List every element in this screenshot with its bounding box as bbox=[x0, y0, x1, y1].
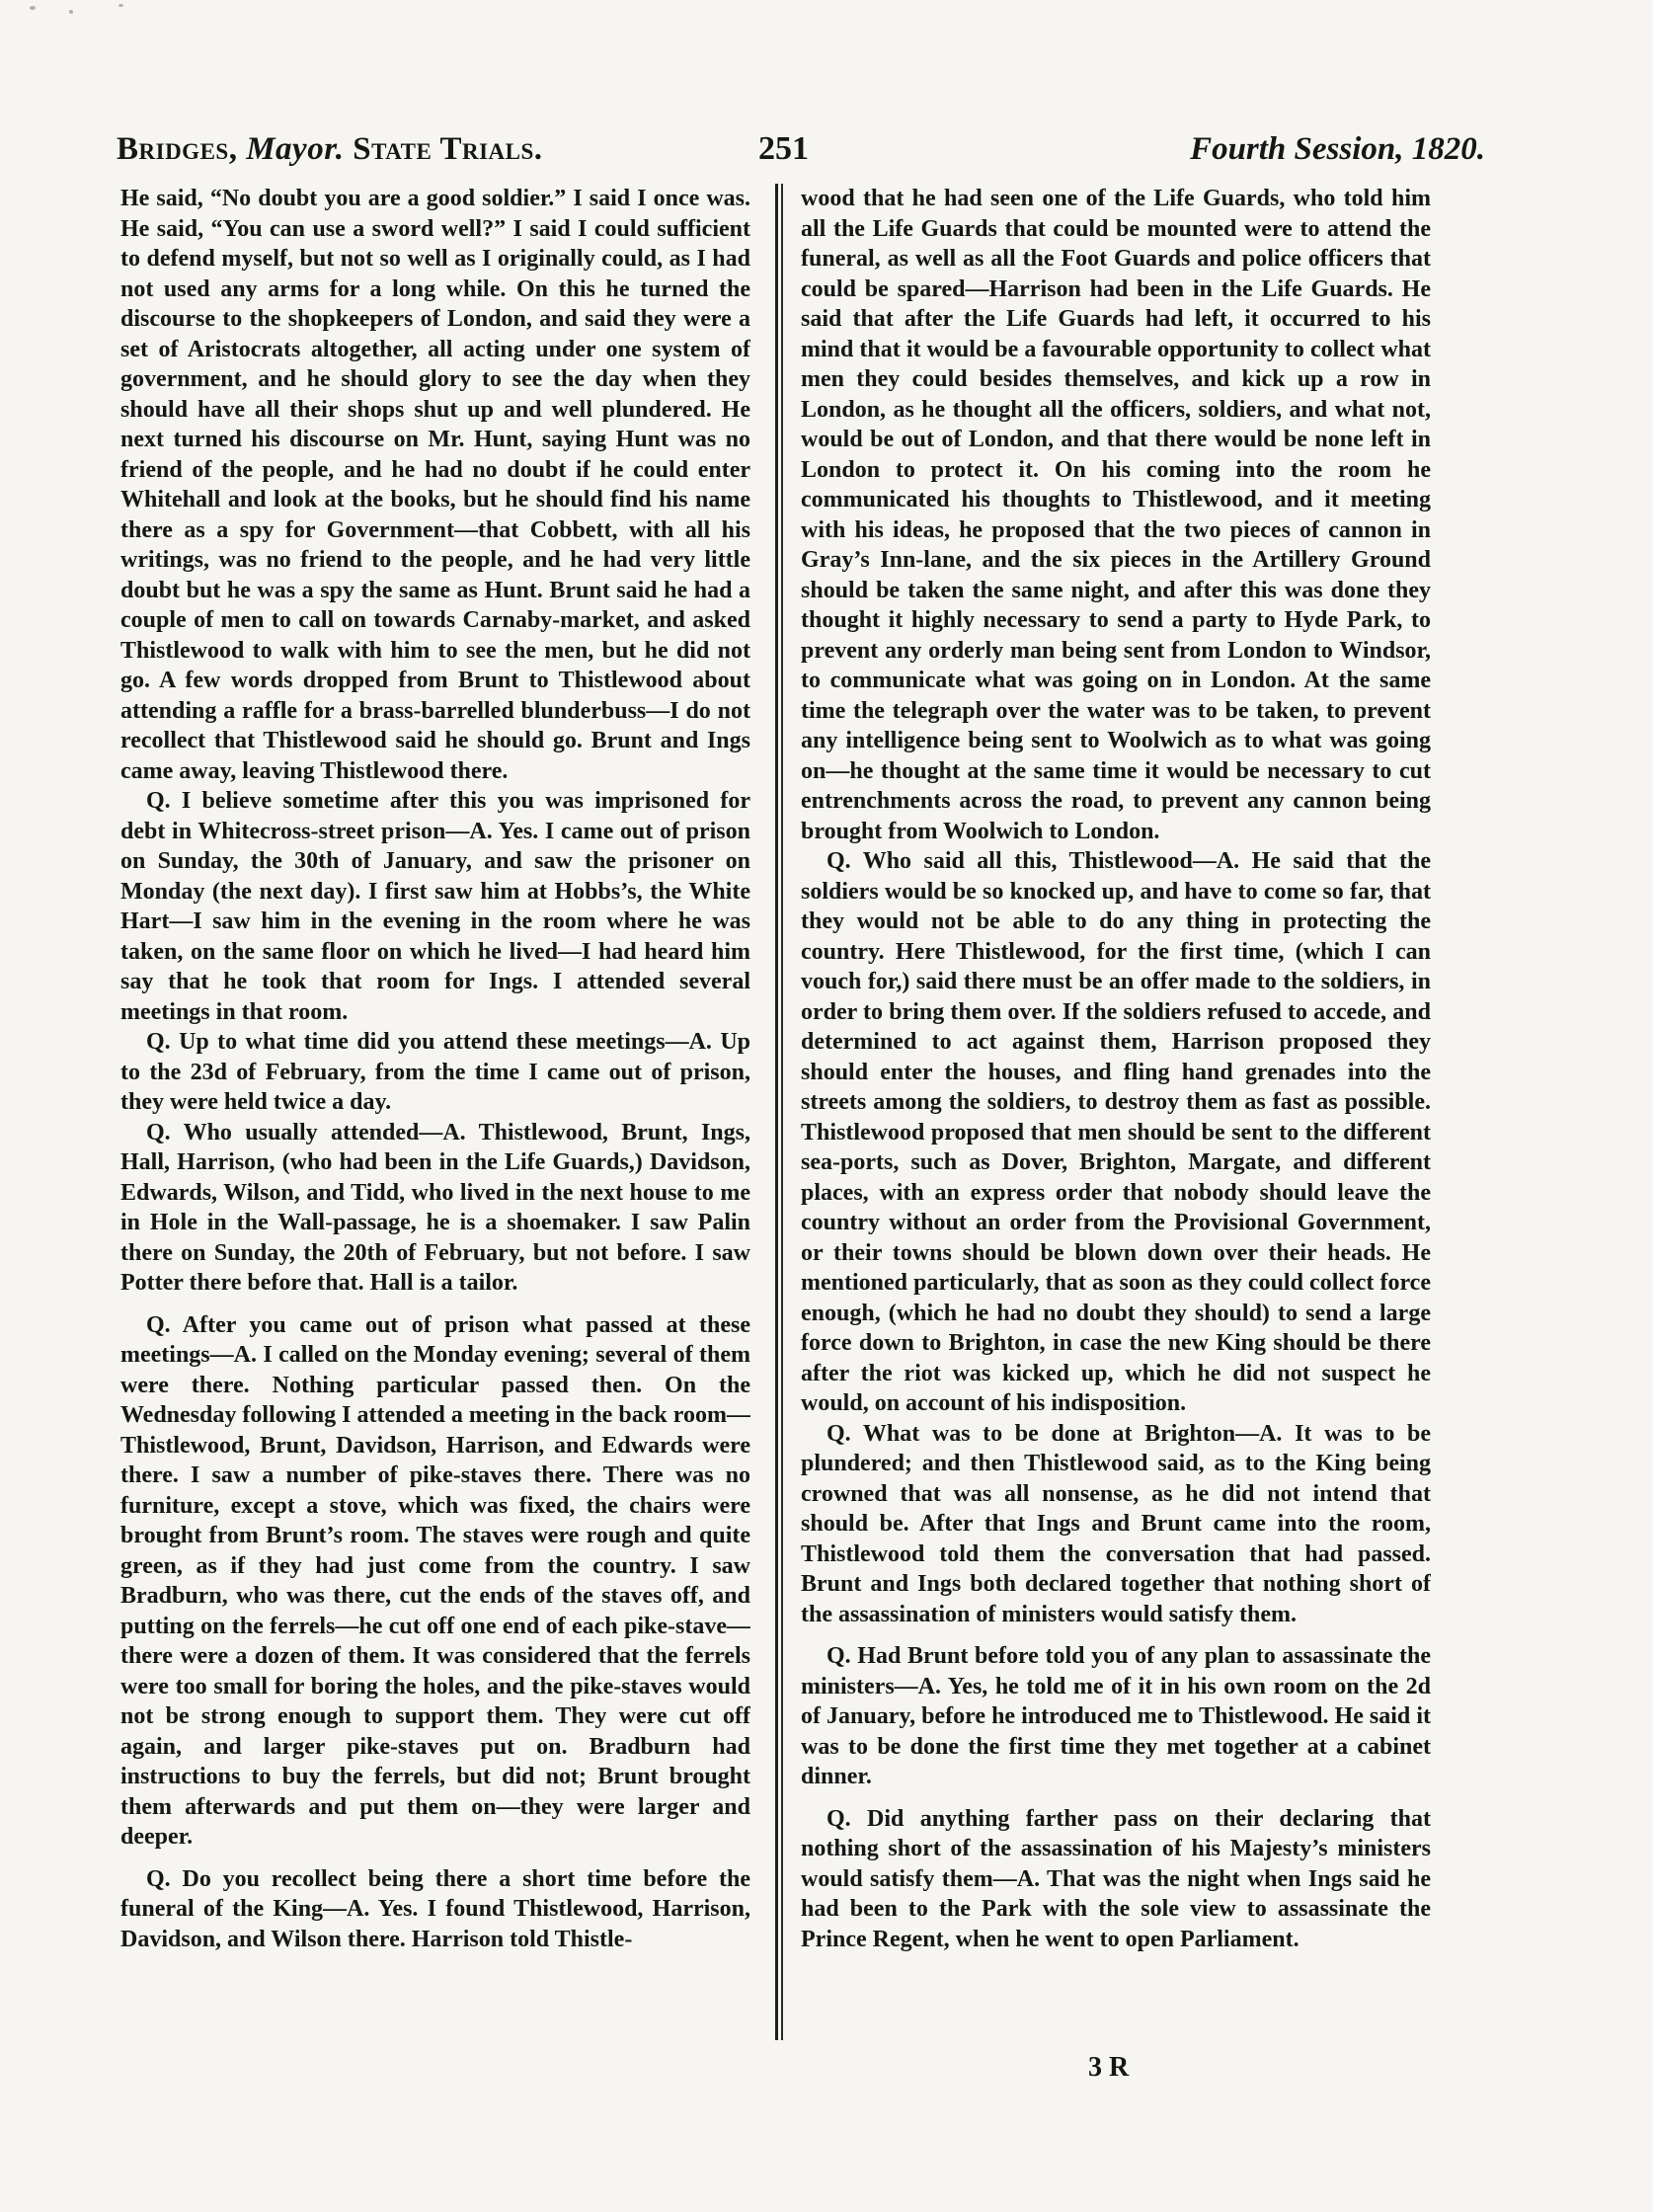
running-header bbox=[117, 124, 1485, 174]
paragraph: Q. Did anything farther pass on their declaring that nothing short of the assassination of his Majesty’s ministers would satisfy them—A. That was the night when Ings said he had been to the Park with the sole view to assassinate the Prince Regent, when he went to open Parliament. bbox=[801, 1805, 1431, 1952]
paragraph: wood that he had seen one of the Life Guards, who told him all the Life Guards that could be mounted were to attend the funeral, as well as all the Foot Guards and police officers that could be spared—Harrison had been in the Life Guards. He said that after the Life Guards had left, it occurred to his mind that it would be a favourable opportunity to collect what men they could besides themselves, and kick up a row in London, as he thought all the officers, soldiers, and what not, would be out of London, and that there would be none left in London to protect it. On his coming into the room he communicated his thoughts to Thistlewood, and it meeting with his ideas, he proposed that the two pieces of cannon in Gray’s Inn-lane, and the six pieces in the Artillery Ground should be taken the same night, and after this was done they thought it highly necessary to send a party to Hyde Park, to prevent any orderly man being sent from London to Windsor, to communicate what was going on in London. At the same time the telegraph over the water was to be taken, to prevent any intelligence being sent to Woolwich as to what was going on—he thought at the same time it would be necessary to cut entrenchments across the road, to prevent any cannon being brought from Woolwich to London. bbox=[801, 186, 1431, 844]
column-rule bbox=[775, 184, 778, 2040]
paragraph: Q. I believe sometime after this you was imprisoned for debt in Whitecross-street prison—A. Yes. I came out of prison on Sunday, the 30th of January, and saw the prisoner on Monday (the next day). I first saw him at Hobbs’s, the White Hart—I saw him in the evening in the room where he was taken, on the same floor on which he lived—I had heard him say that he took that room for Ings. I attended several meetings in that room. bbox=[120, 788, 750, 1025]
right-column bbox=[801, 184, 1431, 2040]
paragraph: Q. After you came out of prison what passed at these meetings—A. I called on the Monday evening; several of them were there. Nothing particular passed then. On the Wednesday following I attended a meeting in the back room—Thistlewood, Brunt, Davidson, Harrison, and Edwards were there. I saw a number of pike-staves there. There was no furniture, except a stove, which was fixed, the chairs were brought from Brunt’s room. The staves were rough and quite green, as if they had just come from the country. I saw Bradburn, who was there, cut the ends of the staves off, and putting on the ferrels—he cut off one end of each pike-stave—there were a dozen of them. It was considered that the ferrels were too small for boring the holes, and the pike-staves would not be strong enough to support them. They were cut off again, and larger pike-staves put on. Bradburn had instructions to buy the ferrels, but did not; Brunt brought them afterwards and put them on—they were larger and deeper. bbox=[120, 1311, 750, 1850]
paragraph: Q. Up to what time did you attend these meetings—A. Up to the 23d of February, from the time I came out of prison, they were held twice a day. bbox=[120, 1029, 750, 1115]
header-series: State Trials. bbox=[353, 131, 543, 167]
paragraph: Q. Who usually attended—A. Thistlewood, Brunt, Ings, Hall, Harrison, (who had been in the Life Guards,) Davidson, Edwards, Wilson, and Tidd, who lived in the next house to me in Hole in the Wall-passage, he is a shoemaker. I saw Palin there on Sunday, the 20th of February, but not before. I saw Potter there before that. Hall is a tailor. bbox=[120, 1119, 750, 1296]
header-left bbox=[117, 124, 543, 174]
paragraph: He said, “No doubt you are a good soldier.” I said I once was. He said, “You can use a sword well?” I said I could sufficient to defend myself, but not so well as I originally could, as I had not used any arms for a long while. On this he turned the discourse to the shopkeepers of London, and said they were a set of Aristocrats altogether, all acting under one system of government, and he should glory to see the day when they should have all their shops shut up and well plundered. He next turned his discourse on Mr. Hunt, saying Hunt was no friend of the people, and he had no doubt if he could enter Whitehall and look at the books, but he should find his name there as a spy for Government—that Cobbett, with all his writings, was no friend to the people, and he had very little doubt but he was a spy the same as Hunt. Brunt said he had a couple of men to call on towards Carnaby-market, and asked Thistlewood to walk with him to see the men, but he did not go. A few words dropped from Brunt to Thistlewood about attending a raffle for a brass-barrelled blunderbuss—I do not recollect that Thistlewood said he should go. Brunt and Ings came away, leaving Thistlewood there. bbox=[120, 186, 750, 784]
scan-speck bbox=[118, 4, 123, 7]
left-column bbox=[120, 184, 750, 2040]
header-mayor-title: Mayor. bbox=[246, 131, 345, 167]
scan-speck bbox=[30, 6, 36, 10]
column-rule bbox=[781, 184, 783, 2040]
header-session: Fourth Session, 1820. bbox=[1190, 131, 1485, 167]
paragraph: Q. Do you recollect being there a short time before the funeral of the King—A. Yes. I found Thistlewood, Harrison, Davidson, and Wilson there. Harrison told Thistle- bbox=[120, 1865, 750, 1952]
scan-speck bbox=[69, 10, 73, 14]
page-number: 251 bbox=[758, 130, 809, 167]
signature-mark: 3 R bbox=[1088, 2052, 1130, 2083]
paragraph: Q. Had Brunt before told you of any plan to assassinate the ministers—A. Yes, he told me of it in his own room on the 2d of January, before he introduced me to Thistlewood. He said it was to be done the first time they met together at a cabinet dinner. bbox=[801, 1643, 1431, 1789]
header-mayor-name: Bridges, bbox=[117, 131, 238, 167]
paragraph: Q. Who said all this, Thistlewood—A. He said that the soldiers would be so knocked up, and have to come so far, that they would not be able to do any thing in protecting the country. Here Thistlewood, for the first time, (which I can vouch for,) said there must be an offer made to the soldiers, in order to bring them over. If the soldiers refused to accede, and determined to act against them, Harrison proposed they should enter the houses, and fling hand grenades into the streets among the soldiers, to destroy them as fast as possible. Thistlewood proposed that men should be sent to the different sea-ports, such as Dover, Brighton, Margate, and different places, with an express order that nobody should leave the country without an order from the Provisional Government, or their towns should be blown down over their heads. He mentioned particularly, that as soon as they could collect force enough, (which he had no doubt they should) to send a large force down to Brighton, in case the new King should be there after the riot was kicked up, which he did not suspect he would, on account of his indisposition. bbox=[801, 848, 1431, 1416]
paragraph: Q. What was to be done at Brighton—A. It was to be plundered; and then Thistlewood said, as to the King being crowned that was all nonsense, as he did not intend that should be. After that Ings and Brunt came into the room, Thistlewood told them the conversation that had passed. Brunt and Ings both declared together that nothing short of the assassination of ministers would satisfy them. bbox=[801, 1420, 1431, 1627]
